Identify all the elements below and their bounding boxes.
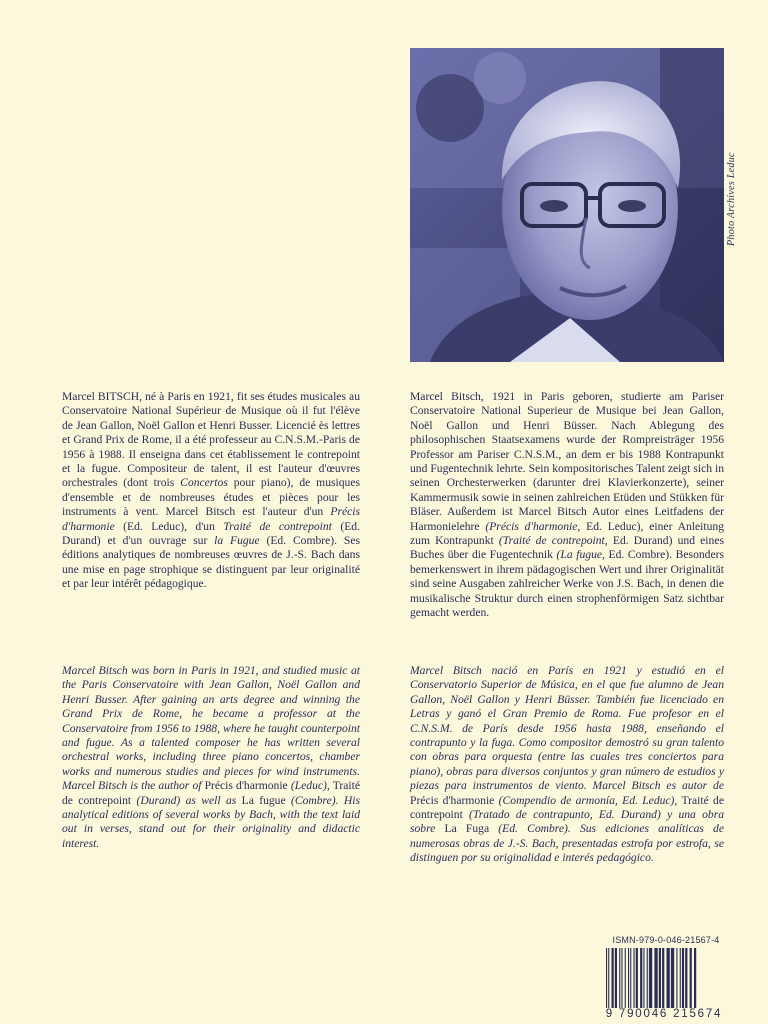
barcode-bar bbox=[667, 948, 670, 1008]
text-run: la Fugue bbox=[214, 534, 260, 548]
portrait-photo bbox=[410, 48, 724, 362]
bio-english bbox=[62, 664, 360, 851]
text-run: Ed. Combre). Besonders bemerkenswert in ihrem pädagogischen Wert und ihrer Originalität sind seine Ausgaben zahlreicher Werke von J.S. Bach, in denen die musikalische Struktur durch einen strophenförmigen Satz sichtbar gemacht werden. bbox=[410, 548, 724, 620]
barcode-bar bbox=[636, 948, 638, 1008]
text-run: Marcel BITSCH, né à Paris en 1921, fit ses études musicales au Conservatoire National Supérieur de Musique où il fut l'élève de Jean Gallon, Noël Gallon et Henri Busser. Licencié ès lettres et Grand Prix de Rome, il a été professeur au C.N.S.M.-Paris de 1956 à 1988. Il enseigna dans cet établissement le contrepoint et la fugue. Compositeur de talent, il est l'auteur d'œuvres orchestrales (dont trois bbox=[62, 390, 360, 490]
portrait-image bbox=[410, 48, 724, 362]
barcode-bar bbox=[630, 948, 631, 1008]
barcode-bars bbox=[600, 948, 728, 1008]
text-run: (La fugue, bbox=[556, 548, 605, 562]
text-run: (Compendio de armonía, Ed. Leduc), bbox=[498, 793, 678, 807]
barcode-bar bbox=[621, 948, 622, 1008]
text-run: La fugue bbox=[241, 793, 291, 807]
barcode-digits: 9 790046 215674 bbox=[605, 1008, 723, 1020]
barcode-bar bbox=[619, 948, 620, 1008]
text-run: Précis d'harmonie bbox=[204, 779, 291, 793]
barcode-bar bbox=[654, 948, 657, 1008]
barcode-bar bbox=[606, 948, 607, 1008]
text-run: Concertos bbox=[180, 476, 228, 490]
text-run: (Durand) as well as bbox=[136, 793, 242, 807]
barcode-bar bbox=[671, 948, 674, 1008]
text-run: (Ed. Durand) et d'un ouvrage sur bbox=[62, 519, 360, 548]
text-run: pour piano), de musiques d'ensemble et de nombreuses études et pièces pour les instruments à vent. Marcel Bitsch est l'auteur d'un bbox=[62, 476, 360, 519]
barcode-bar bbox=[640, 948, 642, 1008]
text-run: Traité de contrepoint bbox=[410, 793, 724, 822]
barcode-bar bbox=[690, 948, 692, 1008]
text-run: Marcel Bitsch, 1921 in Paris geboren, studierte am Pariser Conservatoire National Superieur de Musique bei Jean Gallon, Noël Gallon und Henri Büsser. Nach Ablegung des philosophischen Staatsexamens wurde der Rompreisträger 1956 Professor am Pariser C.N.S.M., an dem er bis 1988 Kontrapunkt und Fugentechnik lehrte. Sein kompositorisches Talent zeigt sich in seinen Orchesterwerken (darunter drei Klavierkonzerte), seiner Kammermusik sowie in seinen zahlreichen Etüden und Stükken für Bläser. Außerdem ist Marcel Bitsch Autor eines Leitfadens der Harmonielehre bbox=[410, 390, 724, 533]
bio-french bbox=[62, 390, 360, 592]
text-run: (Ed. Combre). Ses éditions analytiques de nombreuses œuvres de J.-S. Bach dans une mise en page strophique se distinguent par leur originalité et par leur intérêt pédagogique. bbox=[62, 534, 360, 591]
barcode-bar bbox=[612, 948, 614, 1008]
barcode-bar bbox=[662, 948, 664, 1008]
barcode-bar bbox=[615, 948, 617, 1008]
barcode-bar bbox=[685, 948, 687, 1008]
text-run: Marcel Bitsch nació en París en 1921 y estudió en el Conservatorio Superior de Música, en el que fue alumno de Jean Gallon, Noël Gallon y Henri Büsser. También fue licenciado en Letras y ganó el Gran Premio de Roma. Fue profesor en el C.N.S.M. de París desde 1956 hasta 1988, enseñando el contrapunto y la fuga. Como compositor demostró su gran talento con obras para orquesta (entre las cuales tres conciertos para piano), obras para diversos conjuntos y gran número de estudios y piezas para instrumentos de viento. Marcel Bitsch es autor de bbox=[410, 664, 724, 793]
barcode-bar bbox=[659, 948, 661, 1008]
barcode-bar bbox=[694, 948, 696, 1008]
text-run: (Ed. Combre). Sus ediciones analíticas de numerosas obras de J.-S. Bach, presentadas estrofa por estrofa, se distinguen por su originalidad e interés pedagógico. bbox=[410, 822, 725, 865]
text-run: La Fuga bbox=[444, 822, 499, 836]
bio-german bbox=[410, 390, 724, 621]
text-run: (Tratado de contrapunto, Ed. Durand) y una obra sobre bbox=[410, 808, 724, 836]
barcode bbox=[600, 948, 728, 1022]
text-run: Marcel Bitsch was born in Paris in 1921, and studied music at the Paris Conservatoire with Jean Gallon, Noël Gallon and Henri Busser. After gaining an arts degree and winning the Grand Prix de Rome, he became a professor at the Conservatoire from 1956 to 1988, where he taught counterpoint and fugue. As a talented composer he has written several orchestral works, including three piano concertos, chamber works and numerous studies and pieces for wind instruments. Marcel Bitsch is the author of bbox=[62, 664, 360, 793]
text-run: Ed. Durand) und eines Buches über die Fugentechnik bbox=[410, 534, 724, 562]
barcode-bar bbox=[649, 948, 652, 1008]
barcode-bar bbox=[676, 948, 677, 1008]
ismn-number: ISMN-979-0-046-21567-4 bbox=[612, 935, 720, 945]
text-run: Précis d'harmonie bbox=[410, 793, 499, 807]
barcode-bar bbox=[643, 948, 644, 1008]
barcode-bar bbox=[680, 948, 681, 1008]
barcode-bar bbox=[682, 948, 684, 1008]
text-run: (Traité de contrepoint, bbox=[498, 534, 608, 548]
text-run: (Leduc), bbox=[290, 779, 330, 793]
text-run: (Ed. Leduc), d'un bbox=[114, 519, 224, 533]
text-run: Traité de contrepoint bbox=[62, 779, 360, 807]
text-run: Traité de contrepoint bbox=[223, 519, 332, 533]
barcode-bar bbox=[647, 948, 648, 1008]
photo-credit: Photo Archives Leduc bbox=[726, 152, 737, 246]
barcode-bar bbox=[628, 948, 629, 1008]
text-run: Précis d'harmonie bbox=[62, 505, 360, 533]
text-run: Ed. Leduc), einer Anleitung zum Kontrapunkt bbox=[410, 519, 724, 548]
barcode-bar bbox=[634, 948, 635, 1008]
barcode-bar bbox=[608, 948, 609, 1008]
text-run: (Précis d'harmonie, bbox=[485, 519, 581, 533]
text-run: (Combre). His analytical editions of several works by Bach, with the text laid out in verses, stand out for their originality and didactic interest. bbox=[62, 793, 360, 850]
bio-spanish bbox=[410, 664, 724, 866]
barcode-bar bbox=[625, 948, 626, 1008]
